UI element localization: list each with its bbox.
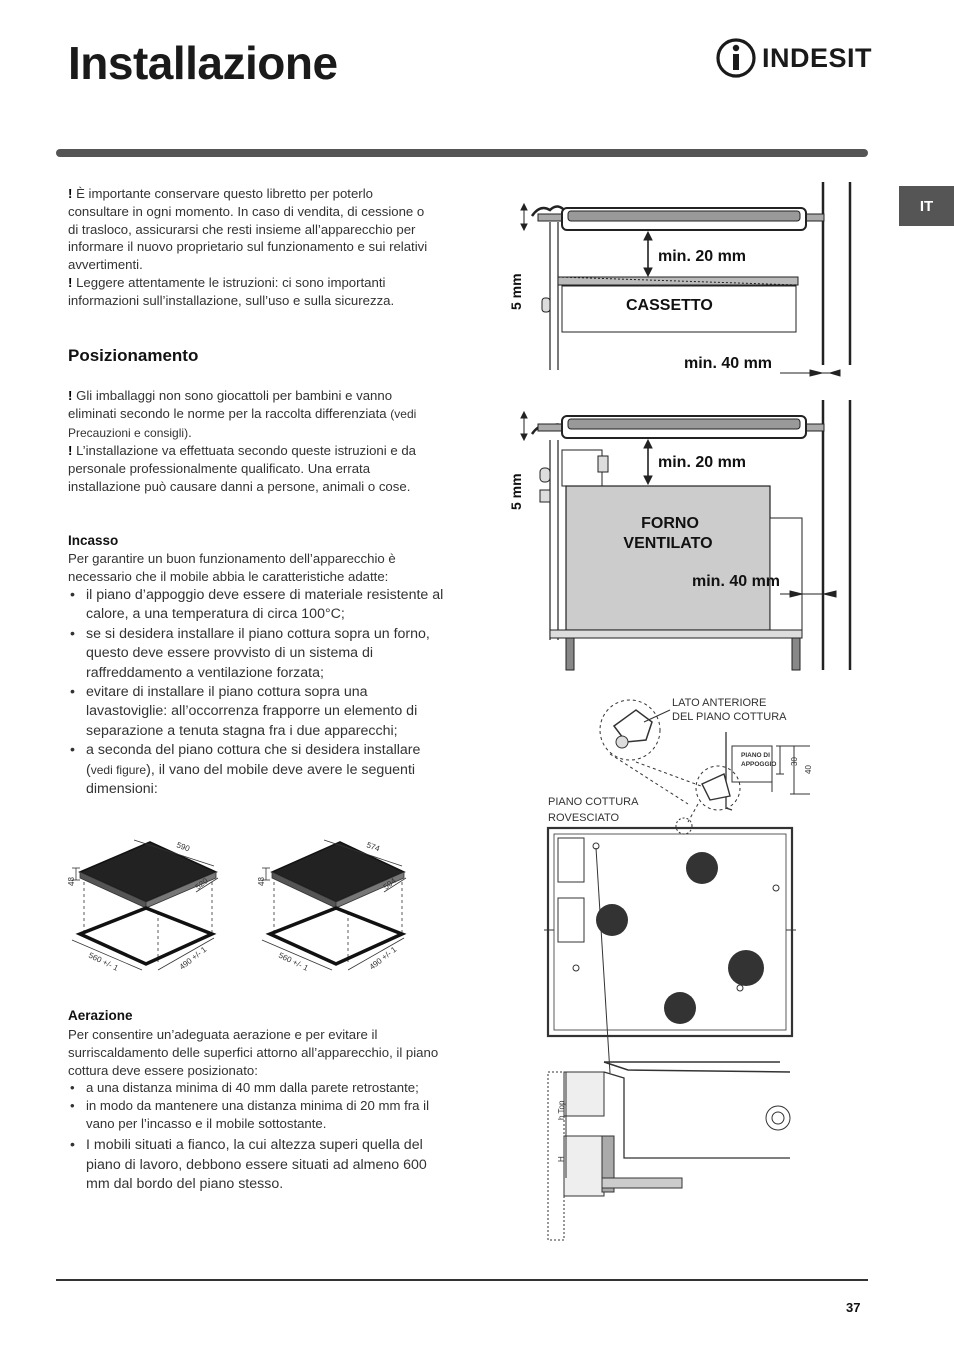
dimension-width: 590 xyxy=(175,840,191,854)
aerazione-list xyxy=(68,1079,448,1195)
dimension-30: 30 xyxy=(790,757,799,766)
reference-link: vedi figure xyxy=(90,762,147,777)
dimension-cut-width: 560 +/- 1 xyxy=(87,950,120,973)
support-label-1: PIANO DI xyxy=(741,752,770,759)
oven-label-line2: VENTILATO xyxy=(623,535,713,552)
upside-down-label-2: ROVESCIATO xyxy=(548,812,620,824)
intro-paragraph-1: È importante conservare questo libretto per poterlo consultare in ogni momento. In caso di vendita, di cessione o di trasloco, assicurarsi che resti insieme all’apparecchio per informare il nuovo proprietario sul funzionamento e sui relativi avvertimenti. xyxy=(68,186,428,273)
page-title: Installazione xyxy=(68,37,338,89)
list-item: • I mobili situati a fianco, la cui altezza superi quella del piano di lavoro, debbono essere situati ad almeno 600 mm dal bordo del piano stesso. xyxy=(68,1136,448,1194)
cutout-diagram-1 xyxy=(66,830,236,980)
oven-label-line1: FORNO xyxy=(641,515,699,532)
brand-logo xyxy=(716,36,872,80)
gap-top-label: min. 20 mm xyxy=(658,248,747,265)
warning-mark: ! xyxy=(68,388,73,403)
section-heading-posizionamento: Posizionamento xyxy=(68,346,199,365)
header-rule xyxy=(56,149,868,157)
warning-mark: ! xyxy=(68,274,73,290)
dimension-depth: 504 xyxy=(381,876,398,892)
gap-top-label: min. 20 mm xyxy=(658,454,747,471)
subheading-incasso: Incasso xyxy=(68,533,119,548)
posizionamento-paragraph-1: Gli imballaggi non sono giocattoli per bambini e vanno eliminati secondo le norme per la raccolta differenziata xyxy=(68,388,393,421)
list-item: • evitare di installare il piano cottura sopra una lavastoviglie: all’occorrenza frapporre un elemento di separazione a tenuta stagna fra i due apparecchi; xyxy=(68,683,446,741)
posizionamento-text: ! Gli imballaggi non sono giocattoli per bambini e vanno eliminati secondo le norme per la raccolta differenziata (vedi Precauzioni e consigli). ! L’installazione va effettuata secondo queste istruzioni e da personale professionalmente qualificato. Una errata installazione può causare danni a persone, animali o cose. xyxy=(68,388,417,494)
language-tab: IT xyxy=(899,186,954,226)
brand-name: INDESIT xyxy=(762,42,873,73)
side-gap-label: 5 mm xyxy=(508,473,524,510)
warning-mark: ! xyxy=(68,186,73,201)
intro-paragraph-2: Leggere attentamente le istruzioni: ci sono importanti informazioni sull’installazione, sull’uso e sulla sicurezza. xyxy=(68,274,395,308)
h-top-label: h Top xyxy=(557,1100,566,1120)
installation-diagram-cassetto xyxy=(510,180,870,380)
dimension-40: 40 xyxy=(804,765,813,774)
dimension-cut-depth: 490 +/- 1 xyxy=(177,944,209,972)
page-number: 37 xyxy=(846,1300,861,1315)
upside-down-label-1: PIANO COTTURA xyxy=(548,796,639,808)
aerazione-intro: Per consentire un’adeguata aerazione e per evitare il surriscaldamento delle superfici attorno all’apparecchio, il piano cottura deve essere posizionato: xyxy=(68,1027,439,1078)
burner-marks xyxy=(596,852,764,1024)
cutout-diagram-2 xyxy=(256,830,426,980)
dimension-cut-depth: 490 +/- 1 xyxy=(367,944,399,972)
support-label-2: APPOGGIO xyxy=(741,761,777,768)
front-side-label-1: LATO ANTERIORE xyxy=(672,697,767,709)
fixing-diagram xyxy=(540,688,830,1243)
indesit-logo-icon xyxy=(716,36,756,80)
list-item-text: ), il vano del mobile deve avere le seguenti dimensioni: xyxy=(86,761,416,798)
reference-link: (vedi Precauzioni e consigli) xyxy=(68,406,417,440)
incasso-intro: Per garantire un buon funzionamento dell’apparecchio è necessario che il mobile abbia le caratteristiche adatte: xyxy=(68,551,396,584)
dimension-height: 48 xyxy=(257,877,266,886)
dimension-depth: 520 xyxy=(193,876,210,892)
list-item-text: a seconda del piano cottura che si desidera installare ( xyxy=(86,742,421,778)
gap-back-label: min. 40 mm xyxy=(692,573,781,590)
subheading-aerazione: Aerazione xyxy=(68,1008,133,1023)
front-side-label-2: DEL PIANO COTTURA xyxy=(672,711,787,723)
dimension-cut-width: 560 +/- 1 xyxy=(277,950,310,973)
h-label: H xyxy=(557,1156,566,1162)
gap-back-label: min. 40 mm xyxy=(684,355,773,372)
posizionamento-paragraph-2: L’installazione va effettuata secondo queste istruzioni e da personale professionalmente qualificato. Una errata installazione può causare danni a persone, animali o cose. xyxy=(68,443,417,494)
list-item: • se si desidera installare il piano cottura sopra un forno, questo deve essere provvisto di un sistema di raffreddamento a ventilazione forzata; xyxy=(68,625,446,683)
installation-diagram-forno xyxy=(510,398,870,673)
warning-mark: ! xyxy=(68,443,73,459)
list-item: • in modo da mantenere una distanza minima di 20 mm fra il vano per l’incasso e il mobile sottostante. xyxy=(68,1097,448,1133)
side-gap-label: 5 mm xyxy=(508,273,524,310)
intro-text xyxy=(68,185,434,310)
incasso-list xyxy=(68,586,446,799)
dimension-width: 574 xyxy=(365,840,381,854)
footer-rule xyxy=(56,1279,868,1281)
list-item: • a una distanza minima di 40 mm dalla parete retrostante; xyxy=(68,1079,448,1097)
list-item: • il piano d’appoggio deve essere di materiale resistente al calore, a una temperatura di circa 100°C; xyxy=(68,586,446,625)
dimension-height: 48 xyxy=(67,877,76,886)
list-item xyxy=(68,741,446,799)
drawer-label: CASSETTO xyxy=(626,297,713,314)
